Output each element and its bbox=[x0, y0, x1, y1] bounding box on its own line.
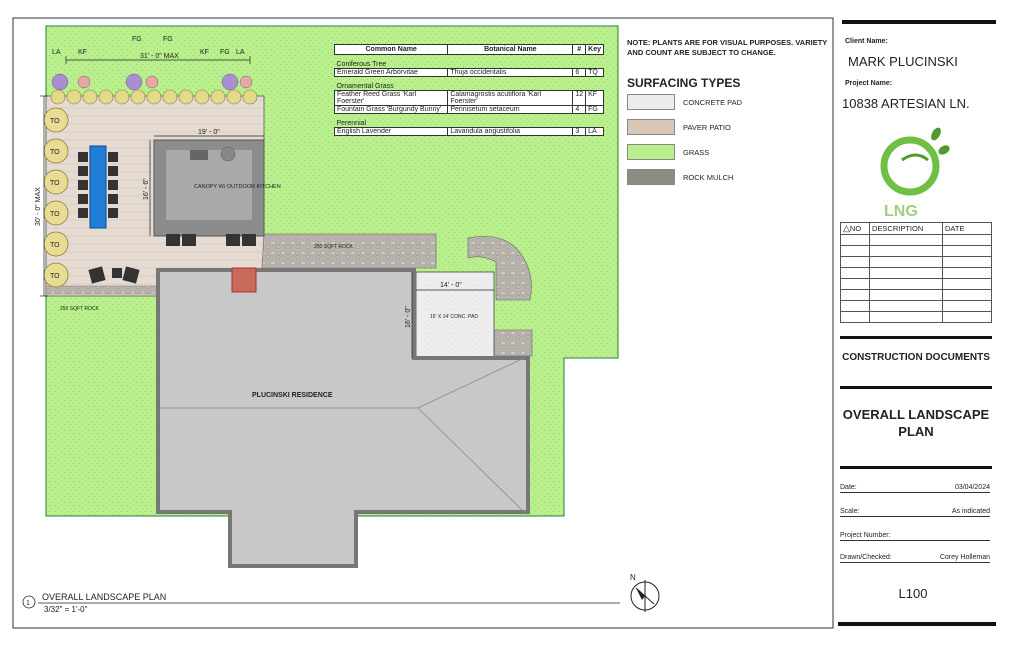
lng-logo-icon bbox=[884, 126, 951, 220]
schedule-cell: KF bbox=[586, 91, 604, 106]
shrub bbox=[115, 90, 129, 104]
legend-item bbox=[627, 94, 742, 110]
table-row bbox=[335, 128, 604, 136]
schedule-cell: Thuja occidentalis bbox=[448, 69, 573, 77]
steps bbox=[232, 268, 256, 292]
schedule-category: Perennial bbox=[336, 120, 367, 127]
plant-key-label: LA bbox=[236, 49, 245, 56]
legend-swatch bbox=[627, 94, 675, 110]
schedule-header: # bbox=[573, 45, 586, 55]
plant-note: NOTE: PLANTS ARE FOR VISUAL PURPOSES. VARIETY AND COUNT ARE SUBJECT TO CHANGE. bbox=[627, 38, 828, 57]
table-row bbox=[335, 91, 604, 106]
stage-label: CONSTRUCTION DOCUMENTS bbox=[842, 352, 990, 363]
view-scale: 3/32" = 1'-0" bbox=[44, 605, 88, 614]
schedule-cell: Lavandula angustifolia bbox=[448, 128, 573, 136]
view-title: OVERALL LANDSCAPE PLAN bbox=[42, 592, 167, 602]
schedule-cell: TQ bbox=[586, 69, 604, 77]
arborvitae-label: TO bbox=[50, 242, 60, 249]
legend-swatch bbox=[627, 119, 675, 135]
rev-header-no: NO bbox=[849, 224, 862, 233]
dining-table bbox=[90, 146, 106, 228]
schedule-category: Coniferous Tree bbox=[336, 61, 387, 68]
north-label: N bbox=[630, 573, 636, 582]
schedule-cell: LA bbox=[586, 128, 604, 136]
legend-swatch bbox=[627, 169, 675, 185]
legend-item bbox=[627, 144, 709, 160]
sheet-number: L100 bbox=[898, 586, 928, 601]
project-name: 10838 ARTESIAN LN. bbox=[842, 96, 970, 111]
pad-label: 16' X 14' CONC. PAD bbox=[430, 314, 478, 320]
arborvitae-label: TO bbox=[50, 211, 60, 218]
client-name: MARK PLUCINSKI bbox=[848, 54, 958, 69]
accent-plant bbox=[240, 76, 252, 88]
legend-item bbox=[627, 169, 733, 185]
dim-pad-width: 14' - 0" bbox=[440, 282, 462, 289]
date-value: 03/04/2024 bbox=[954, 484, 990, 491]
schedule-cell: 4 bbox=[573, 106, 586, 114]
project-label: Project Name: bbox=[845, 80, 893, 87]
shrub bbox=[179, 90, 193, 104]
north-arrow-icon bbox=[631, 580, 659, 612]
schedule-cell: 12 bbox=[573, 91, 586, 106]
schedule-cell: Emerald Green Arborvitae bbox=[335, 69, 448, 77]
arborvitae-label: TO bbox=[50, 273, 60, 280]
plant-key-label: FG bbox=[220, 49, 230, 56]
shrub bbox=[131, 90, 145, 104]
dim-canopy-width: 19' - 0" bbox=[198, 129, 220, 136]
dim-top-width: 31' - 0" MAX bbox=[140, 53, 179, 60]
accent-plant bbox=[78, 76, 90, 88]
surfacing-title: SURFACING TYPES bbox=[627, 76, 741, 90]
accent-plant bbox=[52, 74, 68, 90]
table-row bbox=[335, 106, 604, 114]
shrub bbox=[227, 90, 241, 104]
schedule-cell: FG bbox=[586, 106, 604, 114]
plant-key-label: FG bbox=[132, 36, 142, 43]
rock-label-left: 250 SQFT ROCK bbox=[60, 306, 99, 312]
schedule-cell: Calamagrostis acutiflora 'Karl Foerster' bbox=[448, 91, 573, 106]
delta-icon: △ bbox=[843, 223, 850, 233]
shrub bbox=[243, 90, 257, 104]
shrub bbox=[99, 90, 113, 104]
dim-pad-depth: 16' - 0" bbox=[405, 306, 412, 328]
legend-swatch bbox=[627, 144, 675, 160]
shrub bbox=[51, 90, 65, 104]
schedule-cell: Fountain Grass 'Burgundy Bunny' bbox=[335, 106, 448, 114]
plant-key-label: KF bbox=[200, 49, 209, 56]
dim-canopy-depth: 16' - 6" bbox=[143, 178, 150, 200]
date-label: Date: bbox=[840, 484, 857, 491]
shrub bbox=[67, 90, 81, 104]
rev-header-date: DATE bbox=[943, 223, 992, 235]
canopy-label: CANOPY W/ OUTDOOR KITCHEN bbox=[194, 184, 281, 190]
drawn-label: Drawn/Checked: bbox=[840, 554, 892, 561]
date-row bbox=[840, 484, 990, 493]
shrub bbox=[211, 90, 225, 104]
shrub bbox=[83, 90, 97, 104]
accent-plant bbox=[222, 74, 238, 90]
plant-key-label: KF bbox=[78, 49, 87, 56]
schedule-cell: 3 bbox=[573, 128, 586, 136]
shrub bbox=[163, 90, 177, 104]
table-row bbox=[335, 69, 604, 77]
shrub bbox=[195, 90, 209, 104]
schedule-cell: 6 bbox=[573, 69, 586, 77]
arborvitae-label: TO bbox=[50, 118, 60, 125]
schedule-cell: Feather Reed Grass 'Karl Foerster' bbox=[335, 91, 448, 106]
shrub bbox=[147, 90, 161, 104]
arborvitae-label: TO bbox=[50, 180, 60, 187]
legend-label: GRASS bbox=[683, 147, 710, 157]
schedule-header: Botanical Name bbox=[448, 45, 573, 55]
sheet-title: OVERALL LANDSCAPE PLAN bbox=[842, 407, 990, 439]
view-number: 1 bbox=[26, 600, 30, 607]
legend-label: CONCRETE PAD bbox=[683, 97, 743, 107]
legend-label: PAVER PATIO bbox=[683, 122, 731, 132]
schedule-header: Common Name bbox=[335, 45, 448, 55]
schedule-cell: English Lavender bbox=[335, 128, 448, 136]
schedule-category: Ornamental Grass bbox=[336, 83, 394, 90]
logo-text: LNG bbox=[884, 203, 918, 220]
legend-label: ROCK MULCH bbox=[683, 172, 734, 182]
scale-label: Scale: bbox=[840, 508, 860, 515]
plant-key-label: LA bbox=[52, 49, 61, 56]
project-number-row bbox=[840, 532, 990, 541]
dim-left-height: 30' - 0" MAX bbox=[35, 187, 42, 226]
accent-plant bbox=[126, 74, 142, 90]
plant-schedule bbox=[334, 44, 604, 136]
scale-value: As indicated bbox=[951, 508, 990, 515]
revision-table bbox=[840, 222, 992, 323]
rock-label-center: 250 SQFT ROCK bbox=[314, 244, 353, 250]
schedule-header: Key bbox=[586, 45, 604, 55]
residence-label: PLUCINSKI RESIDENCE bbox=[252, 392, 333, 399]
project-number-label: Project Number: bbox=[840, 532, 891, 539]
rock-mulch-left bbox=[46, 286, 160, 294]
drawn-value: Corey Holleman bbox=[939, 554, 990, 561]
client-label: Client Name: bbox=[845, 38, 888, 45]
scale-row bbox=[840, 508, 990, 517]
schedule-cell: Pennisetum setaceum bbox=[448, 106, 573, 114]
arborvitae-label: TO bbox=[50, 149, 60, 156]
plant-key-label: FG bbox=[163, 36, 173, 43]
drawn-row bbox=[840, 554, 990, 563]
legend-item bbox=[627, 119, 731, 135]
accent-plant bbox=[146, 76, 158, 88]
rev-header-description: DESCRIPTION bbox=[870, 223, 943, 235]
rock-mulch-center bbox=[262, 234, 436, 268]
